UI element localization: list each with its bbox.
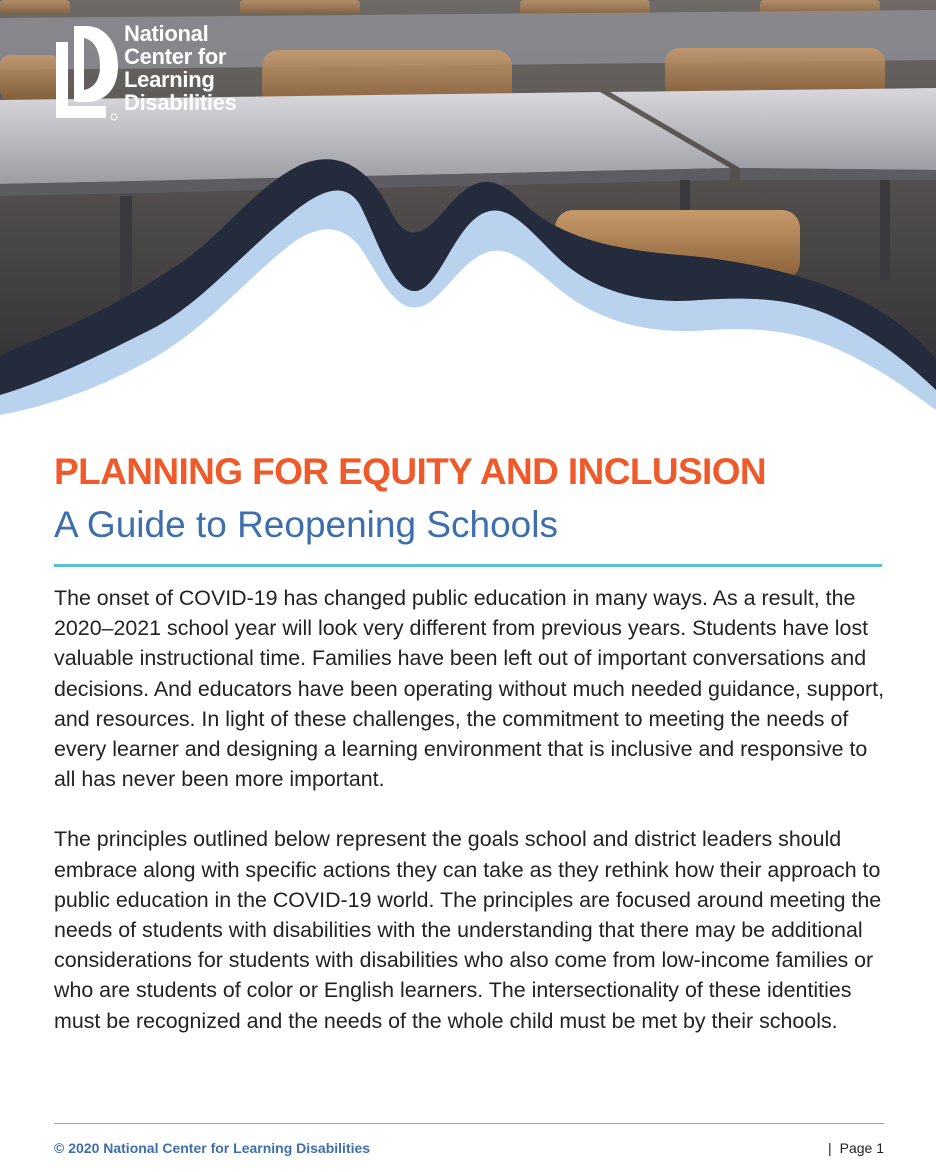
body-content — [54, 583, 894, 1036]
title-divider — [54, 564, 882, 567]
logo-wordmark — [124, 22, 237, 114]
logo-line: National — [124, 21, 209, 46]
footer-separator: | — [827, 1140, 832, 1156]
hero-banner — [0, 0, 936, 420]
document-title: PLANNING FOR EQUITY AND INCLUSION — [54, 451, 766, 492]
logo-line: Center for — [124, 44, 227, 69]
logo-line: Disabilities — [124, 90, 237, 115]
footer-divider — [54, 1123, 884, 1124]
logo-line: Learning — [124, 67, 215, 92]
ncld-logo-icon — [54, 22, 120, 122]
document-subtitle: A Guide to Reopening Schools — [54, 504, 558, 545]
page-label: Page 1 — [839, 1140, 884, 1156]
footer-copyright: © 2020 National Center for Learning Disabilities — [54, 1140, 371, 1156]
ncld-logo[interactable] — [54, 22, 294, 122]
footer-page-number — [828, 1140, 884, 1156]
body-paragraph: The onset of COVID-19 has changed public education in many ways. As a result, the 2020–2021 school year will look very different from previous years. Students have lost valuable instructional time. Families have been left out of important conversations and decisions. And educators have been operating without much needed guidance, support, and resources. In light of these challenges, the commitment to meeting the needs of every learner and designing a learning environment that is inclusive and responsive to all has never been more important. — [54, 586, 885, 792]
body-paragraph: The principles outlined below represent the goals school and district leaders should embrace along with specific actions they can take as they rethink how their approach to public education in the COVID-19 world. The principles are focused around meeting the needs of students with disabilities with the understanding that there may be additional considerations for students with disabilities who also come from low-income families or who are students of color or English learners. The intersectionality of these identities must be recognized and the needs of the whole child must be met by their schools. — [54, 827, 882, 1033]
